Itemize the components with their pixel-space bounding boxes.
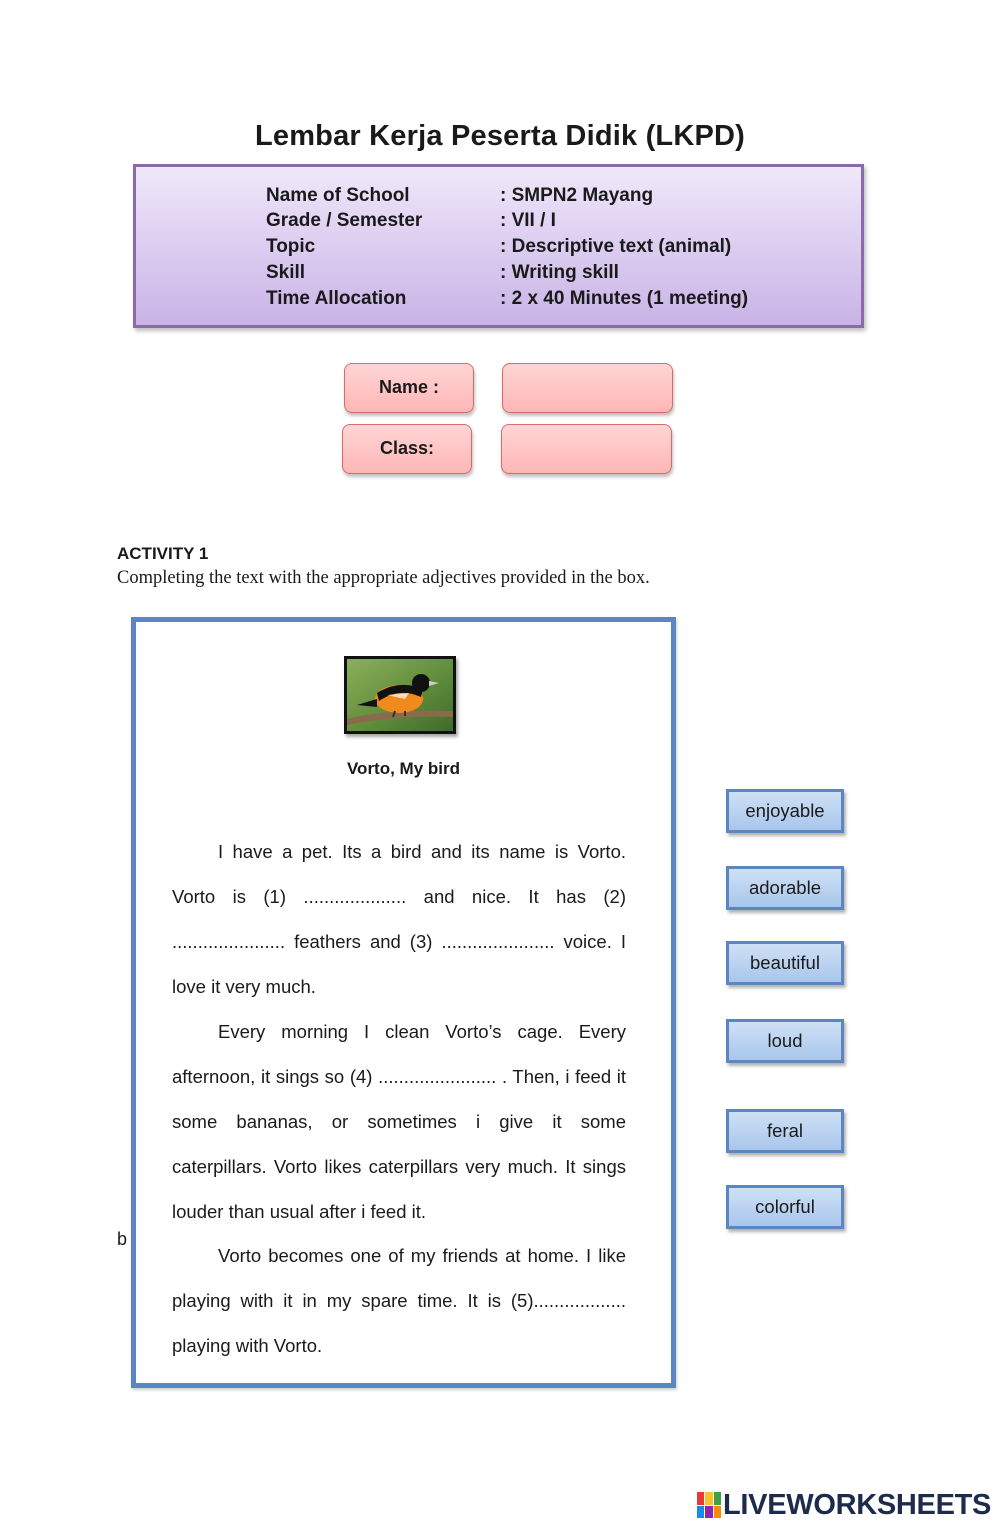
logo-mark-icon <box>697 1492 721 1518</box>
info-value: : SMPN2 Mayang <box>500 185 654 206</box>
liveworksheets-logo <box>697 1488 991 1522</box>
name-input[interactable] <box>502 363 673 413</box>
bird-photo-icon <box>344 656 456 734</box>
logo-text: LIVEWORKSHEETS <box>723 1488 992 1521</box>
logo-square <box>714 1492 721 1505</box>
paragraph-text: Vorto becomes one of my friends at home. I like playing with it in my spare time. It is (5).................. playing with Vorto. <box>172 1245 626 1356</box>
name-label: Name : <box>344 363 474 413</box>
word-colorful[interactable]: colorful <box>726 1185 844 1229</box>
word-adorable[interactable]: adorable <box>726 866 844 910</box>
logo-square <box>697 1492 704 1505</box>
paragraph-text: Every morning I clean Vorto’s cage. Every afternoon, it sings so (4) ....................... . Then, i feed it some bananas, or sometimes i give it some caterpillars. Vorto likes caterpillars very much. It sings louder than usual after i feed it. <box>172 1021 626 1222</box>
story-paragraph-2 <box>172 1009 626 1234</box>
info-value: : 2 x 40 Minutes (1 meeting) <box>500 288 749 309</box>
info-label: Topic <box>266 236 316 257</box>
logo-square <box>714 1506 721 1519</box>
story-paragraph-1 <box>172 829 626 1009</box>
info-panel <box>133 164 864 328</box>
info-label: Skill <box>266 262 306 283</box>
info-label: Grade / Semester <box>266 210 423 231</box>
class-label: Class: <box>342 424 472 474</box>
logo-square <box>705 1492 712 1505</box>
info-value: : Descriptive text (animal) <box>500 236 732 257</box>
bird-photo-svg <box>347 659 453 731</box>
logo-square <box>705 1506 712 1519</box>
worksheet-title: Lembar Kerja Peserta Didik (LKPD) <box>254 120 746 152</box>
info-label: Time Allocation <box>266 288 407 309</box>
story-paragraph-3 <box>172 1233 626 1368</box>
stray-text: b <box>117 1229 128 1249</box>
story-box <box>131 617 676 1388</box>
activity-instruction: Completing the text with the appropriate adjectives provided in the box. <box>117 568 650 588</box>
word-feral[interactable]: feral <box>726 1109 844 1153</box>
info-label: Name of School <box>266 185 410 206</box>
word-loud[interactable]: loud <box>726 1019 844 1063</box>
info-value: : Writing skill <box>500 262 619 283</box>
story-title: Vorto, My bird <box>346 759 460 778</box>
word-beautiful[interactable]: beautiful <box>726 941 844 985</box>
class-input[interactable] <box>501 424 672 474</box>
info-value: : VII / I <box>500 210 556 231</box>
paragraph-text: I have a pet. Its a bird and its name is Vorto. Vorto is (1) .................... and nice. It has (2) ...................... feathers and (3) ...................... voice. I love it very much. <box>172 841 626 997</box>
activity-heading: ACTIVITY 1 <box>117 544 209 563</box>
word-enjoyable[interactable]: enjoyable <box>726 789 844 833</box>
logo-square <box>697 1506 704 1519</box>
